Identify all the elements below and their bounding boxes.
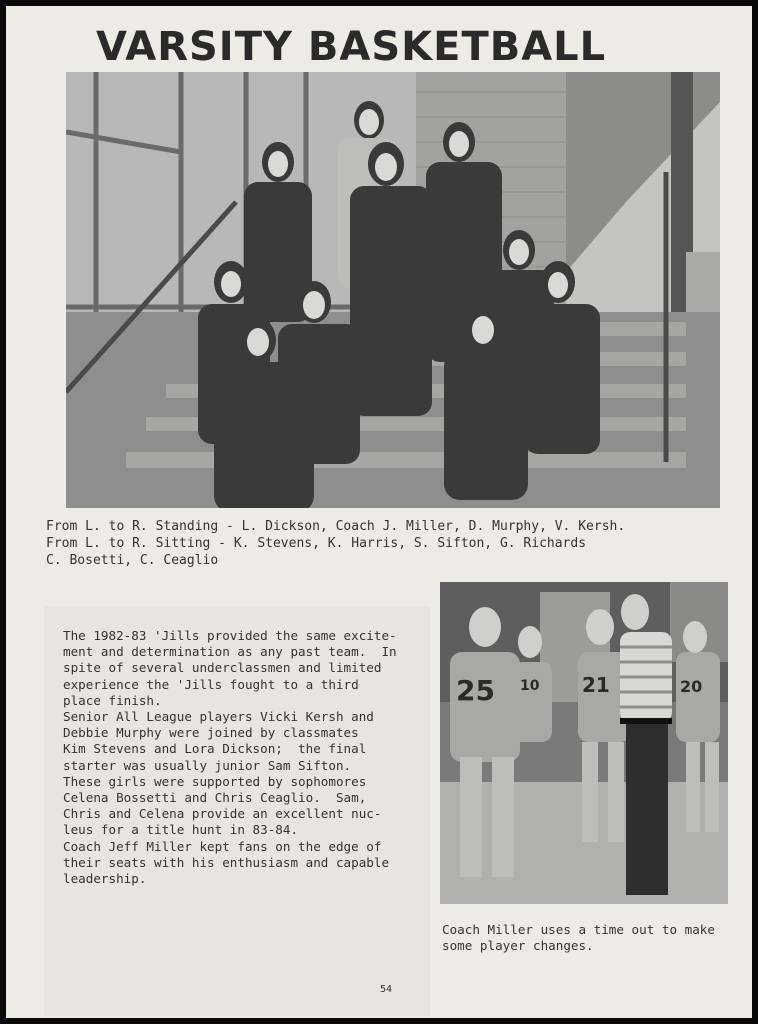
story-line: Debbie Murphy were joined by classmates <box>63 725 359 741</box>
timeout-photo-illustration <box>440 582 728 904</box>
story-line: leus for a title hunt in 83-84. <box>63 822 299 838</box>
story-line: These girls were supported by sophomores <box>63 773 367 789</box>
jersey-number-25: 25 <box>456 674 495 707</box>
jersey-number-20: 20 <box>680 677 703 696</box>
story-line: starter was usually junior Sam Sifton. <box>63 757 352 773</box>
team-caption-standing: From L. to R. Standing - L. Dickson, Coach J. Miller, D. Murphy, V. Kersh. <box>46 519 626 534</box>
timeout-photo-caption <box>442 922 715 954</box>
story-line: Senior All League players Vicki Kersh and <box>63 709 374 725</box>
story-line: leadership. <box>63 871 147 887</box>
jersey-number-10: 10 <box>520 678 540 694</box>
page-title: VARSITY BASKETBALL <box>96 24 607 70</box>
team-caption-sitting-continued: C. Bosetti, C. Ceaglio <box>46 553 219 568</box>
season-story <box>63 628 443 887</box>
story-line: experience the 'Jills fought to a third <box>63 676 359 692</box>
timeout-caption-line: some player changes. <box>442 938 594 953</box>
story-line: place finish. <box>63 692 162 708</box>
story-line: their seats with his enthusiasm and capable <box>63 854 390 870</box>
timeout-caption-line: Coach Miller uses a time out to make <box>442 922 715 937</box>
story-line: ment and determination as any past team. In <box>63 644 397 660</box>
story-line: Celena Bossetti and Chris Ceaglio. Sam, <box>63 790 367 806</box>
timeout-photo <box>440 582 728 904</box>
story-line: The 1982-83 'Jills provided the same excite- <box>63 628 397 643</box>
page-number: 54 <box>379 984 393 995</box>
yearbook-page <box>6 6 752 1018</box>
team-photo-caption <box>46 518 625 569</box>
team-photo-illustration <box>66 72 720 508</box>
story-line: spite of several underclassmen and limited <box>63 660 382 676</box>
story-line: Kim Stevens and Lora Dickson; the final <box>63 741 367 757</box>
team-photo <box>66 72 720 508</box>
jersey-number-21: 21 <box>582 673 610 697</box>
story-line: Coach Jeff Miller kept fans on the edge of <box>63 838 382 854</box>
story-line: Chris and Celena provide an excellent nuc- <box>63 806 382 822</box>
team-caption-sitting: From L. to R. Sitting - K. Stevens, K. Harris, S. Sifton, G. Richards <box>46 536 587 551</box>
